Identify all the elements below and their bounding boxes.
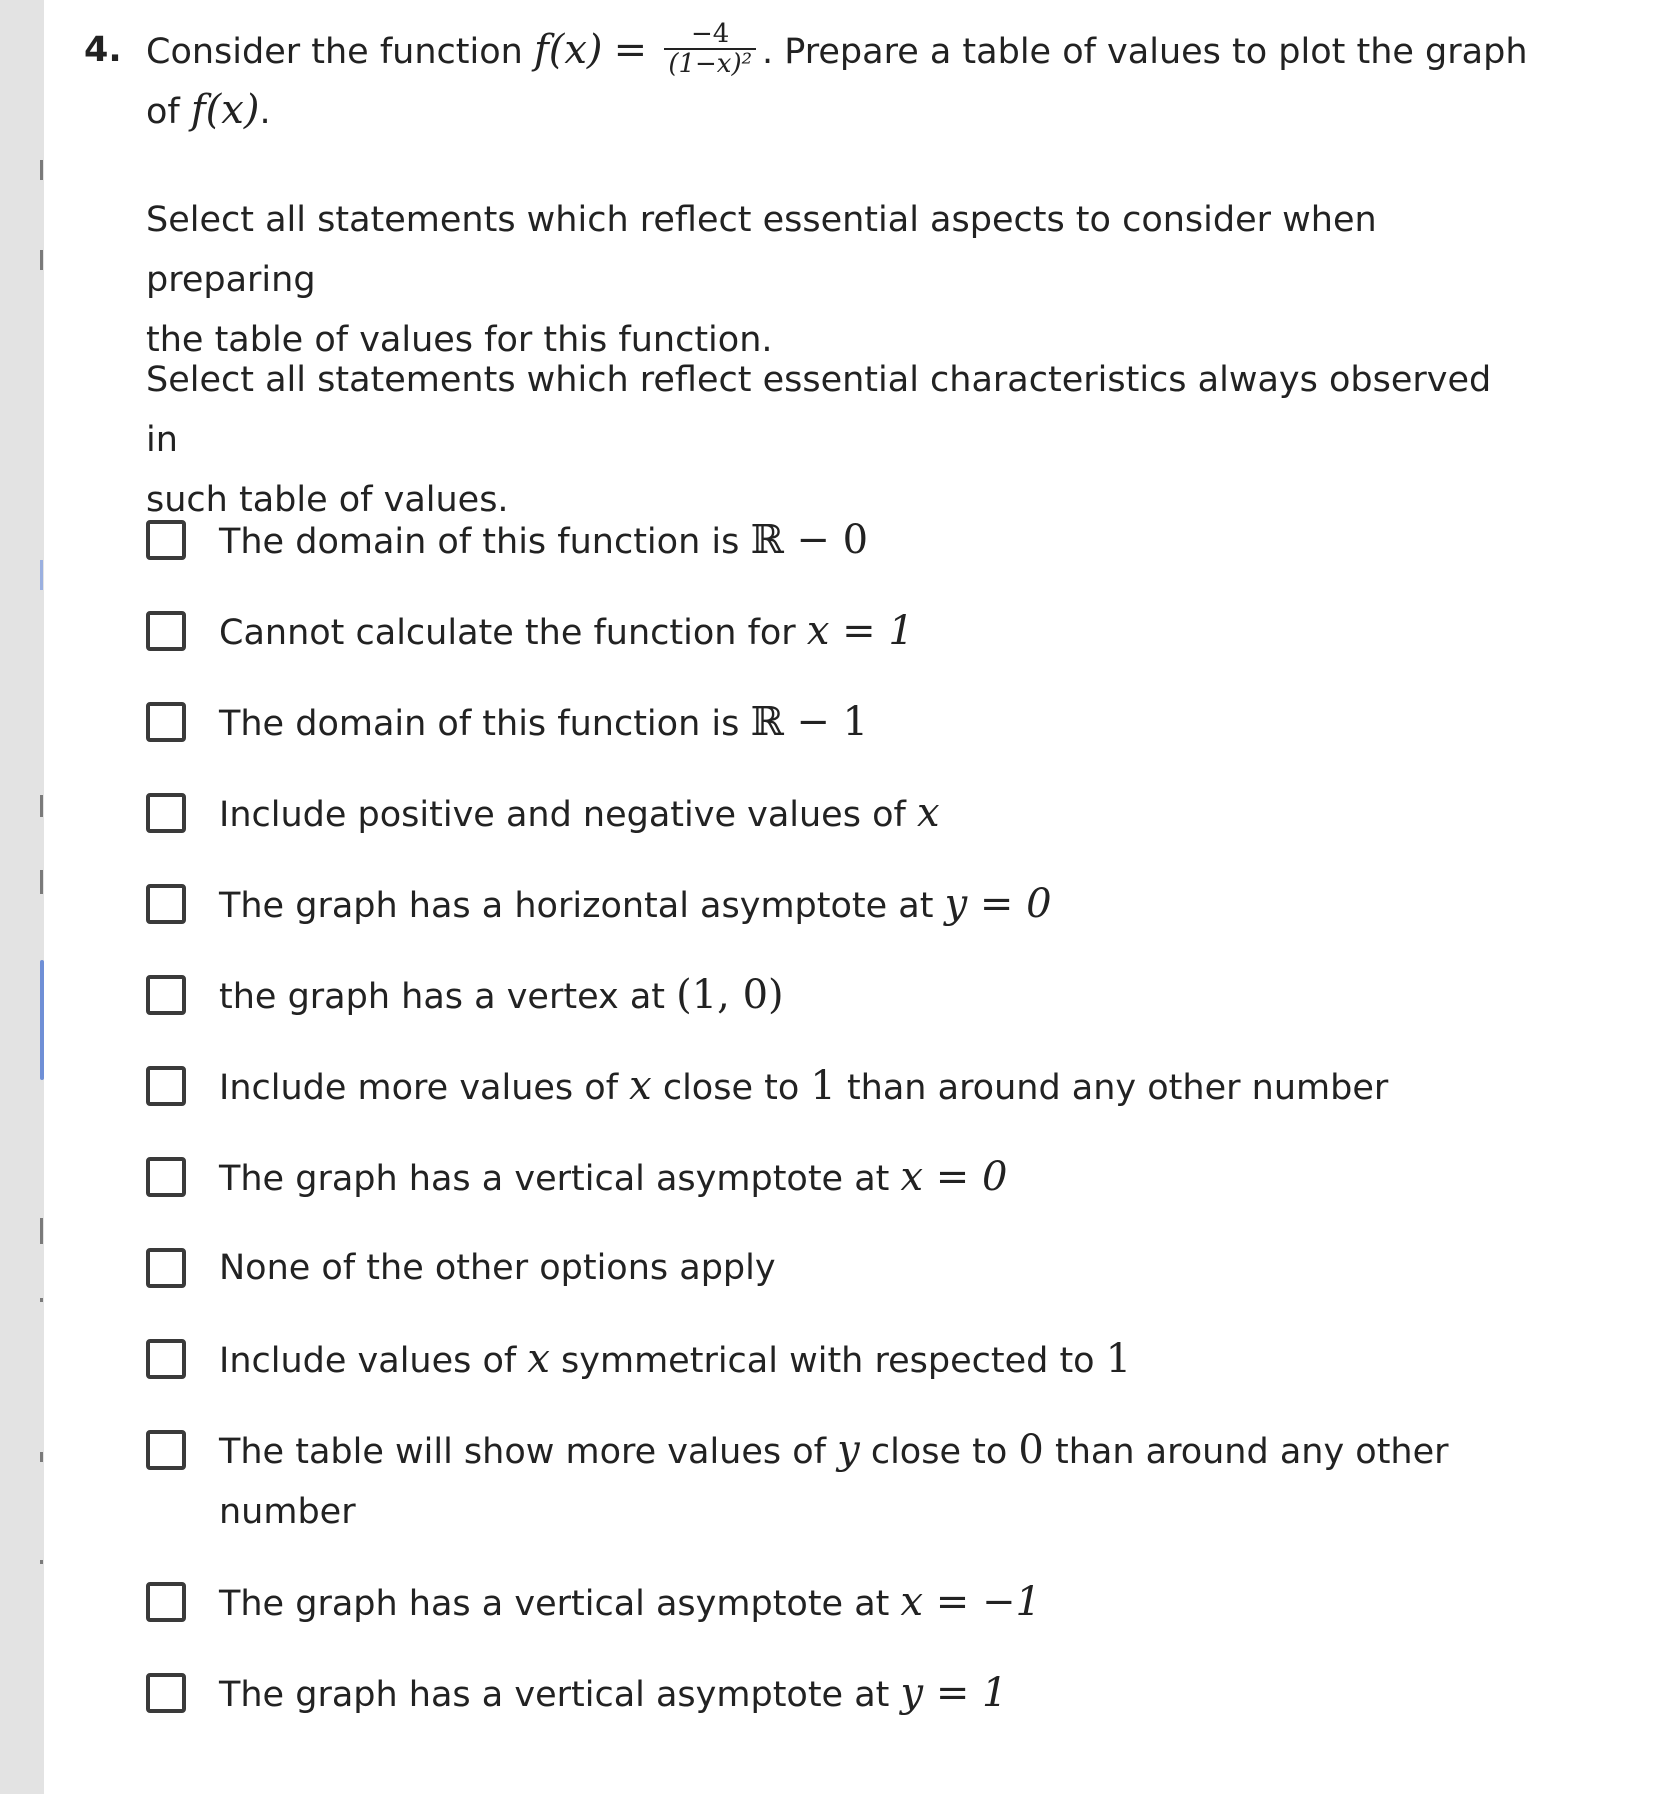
option-item[interactable] [146,686,1546,777]
option-item[interactable] [146,1050,1546,1141]
rail-scroll-indicator[interactable] [40,960,44,1080]
options-list [146,504,1546,1748]
option-label: Cannot calculate the function for x = 1 [219,608,914,654]
question-line2-prefix: of [146,92,191,132]
option-checkbox[interactable] [146,1673,186,1713]
question-number: 4. [84,30,122,70]
fraction-numerator: −4 [664,20,756,50]
option-label: Include more values of x close to 1 than around any other number [219,1063,1389,1109]
option-item[interactable] [146,1141,1546,1232]
option-label: Include values of x symmetrical with respected to 1 [219,1336,1132,1382]
option-item[interactable] [146,868,1546,959]
option-label: The domain of this function is ℝ − 1 [219,699,869,745]
function-name: f(x) [190,87,260,133]
option-label: None of the other options apply [219,1248,776,1288]
option-item[interactable] [146,504,1546,595]
question-intro: Consider the function [146,32,534,72]
question-line-2 [84,80,1524,140]
option-item[interactable] [146,1323,1546,1414]
option-label: The graph has a horizontal asymptote at y = 0 [219,881,1052,927]
option-checkbox[interactable] [146,1248,186,1288]
option-checkbox[interactable] [146,975,186,1015]
option-checkbox[interactable] [146,520,186,560]
question-line-1 [84,19,1528,80]
instruction-1-line-2: the table of values for this function. [146,320,773,360]
question-header [84,19,1528,140]
rail-tick [40,1298,43,1302]
rail-tick [40,1560,43,1564]
rail-tick [40,1452,43,1462]
question-intro-after: . Prepare a table of values to plot the graph [762,32,1528,72]
option-item[interactable] [146,959,1546,1050]
option-checkbox[interactable] [146,1339,186,1379]
option-label: The graph has a vertical asymptote at y = 1 [219,1670,1008,1716]
option-label: The graph has a vertical asymptote at x = −1 [219,1579,1041,1625]
option-label: the graph has a vertex at (1, 0) [219,972,784,1018]
rail-tick [40,795,43,817]
rail-tick [40,250,43,270]
option-item[interactable] [146,1657,1546,1748]
option-label: Include positive and negative values of x [219,790,940,836]
instruction-2-line-1: Select all statements which reflect essential characteristics always observed in [146,360,1492,460]
rail-tick [40,160,43,180]
option-label: The table will show more values of y close to 0 than around any other number [219,1427,1449,1532]
function-lhs: f(x) [533,27,603,73]
option-checkbox[interactable] [146,611,186,651]
option-checkbox[interactable] [146,1157,186,1197]
question-line2-suffix: . [259,92,271,132]
option-item[interactable] [146,1566,1546,1657]
option-label: The domain of this function is ℝ − 0 [219,517,869,563]
function-fraction [664,20,756,78]
rail-tick [40,560,43,590]
rail-tick [40,870,43,894]
instruction-1 [146,190,1506,370]
left-rail [0,0,44,1794]
option-item[interactable] [146,1232,1546,1323]
option-checkbox[interactable] [146,1430,186,1470]
instruction-2 [146,350,1506,530]
option-checkbox[interactable] [146,884,186,924]
option-label: The graph has a vertical asymptote at x = 0 [219,1154,1008,1200]
instruction-1-line-1: Select all statements which reflect essential aspects to consider when preparing [146,200,1377,300]
option-item[interactable] [146,1414,1546,1566]
fraction-denominator: (1−x)² [668,49,753,79]
option-checkbox[interactable] [146,1582,186,1622]
option-item[interactable] [146,777,1546,868]
instruction-2-line-2: such table of values. [146,480,509,520]
rail-tick [40,1218,43,1244]
equals-sign: = [613,27,648,73]
option-checkbox[interactable] [146,793,186,833]
option-item[interactable] [146,595,1546,686]
option-checkbox[interactable] [146,1066,186,1106]
option-checkbox[interactable] [146,702,186,742]
